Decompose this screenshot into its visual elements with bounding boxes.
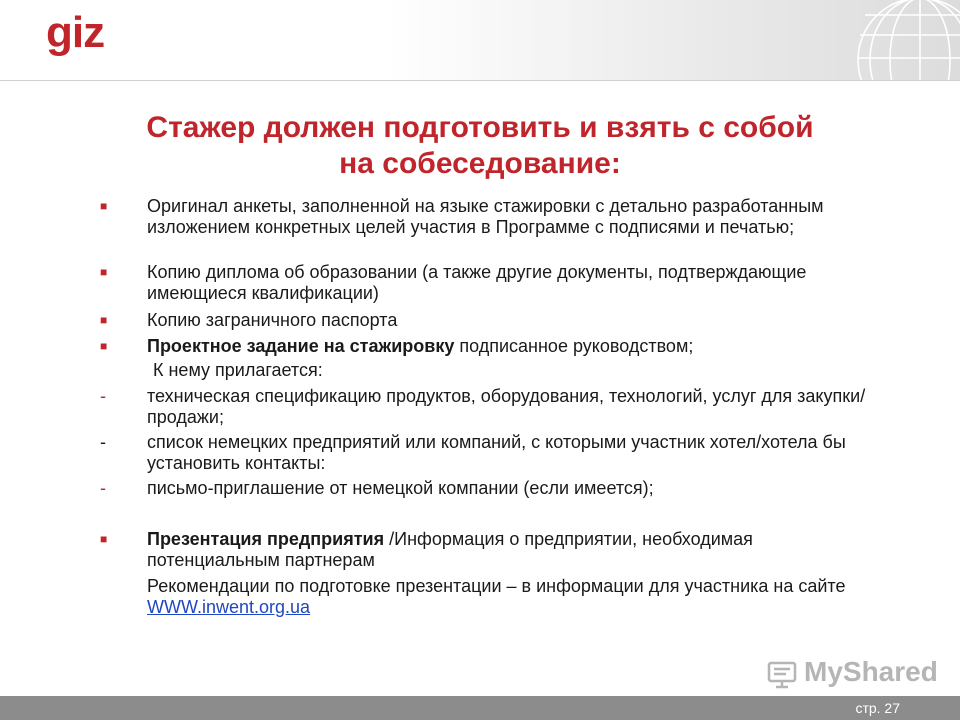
watermark-text: MyShared — [804, 656, 938, 687]
list-item-text: Копию диплома об образовании (а также другие документы, подтверждающие имеющиеся квалификации) — [147, 262, 807, 303]
list-item-text: список немецких предприятий или компаний, с которыми участник хотел/хотела бы установить контакты: — [147, 432, 846, 473]
slide-title — [60, 110, 900, 182]
dash-marker: - — [100, 386, 106, 406]
list-subline-text: К нему прилагается: — [153, 360, 323, 380]
bullet-marker: ■ — [100, 265, 108, 279]
list-item-text — [147, 336, 887, 357]
list-item-bold: Проектное задание на стажировку — [147, 336, 455, 356]
header-bar — [0, 0, 960, 81]
list-item-rest: /Информация о предприятии, необходимая потенциальным партнерам — [147, 529, 753, 570]
page-number: стр. 27 — [855, 700, 900, 716]
list-item-text: техническая спецификацию продуктов, оборудования, технологий, услуг для закупки/ продажи; — [147, 386, 866, 427]
presentation-icon — [766, 658, 798, 690]
list-item-rest: подписанное руководством; — [454, 336, 694, 356]
bullet-marker: ■ — [100, 339, 108, 353]
list-item-text: письмо-приглашение от немецкой компании (если имеется); — [147, 478, 654, 498]
list-item-text: Оригинал анкеты, заполненной на языке стажировки с детально разработанным изложением конкретных целей участия в Программе с подписями и печатью; — [147, 196, 824, 237]
recommendation-text: Рекомендации по подготовке презентации – в информации для участника на сайте — [147, 576, 846, 596]
dash-marker: - — [100, 478, 106, 498]
globe-icon — [820, 0, 960, 80]
list-item-text: Копию заграничного паспорта — [147, 310, 398, 330]
bullet-marker: ■ — [100, 199, 108, 213]
bullet-marker: ■ — [100, 532, 108, 546]
list-item-bold: Презентация предприятия — [147, 529, 390, 549]
dash-marker: - — [100, 432, 106, 452]
bullet-marker: ■ — [100, 313, 108, 327]
list-subline-text — [147, 576, 887, 618]
giz-logo: giz — [46, 8, 105, 57]
footer-bar — [0, 696, 960, 720]
inwent-link[interactable]: WWW.inwent.org.ua — [147, 597, 311, 617]
list-item-text — [147, 529, 887, 571]
title-line-1: Стажер должен подготовить и взять с собой — [146, 111, 814, 144]
title-line-2: на собеседование: — [339, 147, 621, 180]
